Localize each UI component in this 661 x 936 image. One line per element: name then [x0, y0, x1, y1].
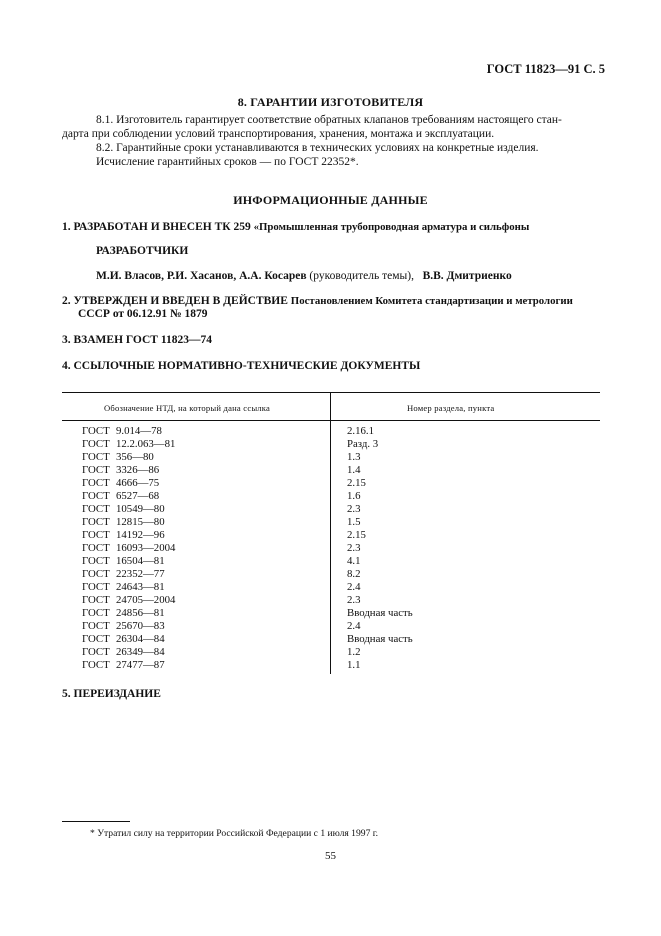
- table-row-document: [82, 607, 332, 620]
- para-8-1-line-1: 8.1. Изготовитель гарантирует соответствие обратных клапанов требованиям настоящего стан-: [96, 114, 562, 126]
- doc-number: 24856—81: [116, 607, 165, 619]
- doc-number: 10549—80: [116, 503, 165, 515]
- doc-number: 356—80: [116, 451, 154, 463]
- doc-number: 12815—80: [116, 516, 165, 528]
- table-row-section: 2.3: [347, 594, 361, 606]
- table-row-document: [82, 464, 332, 477]
- info-item-1-main: 1. РАЗРАБОТАН И ВНЕСЕН ТК 259: [62, 221, 251, 233]
- info-item-4: 4. ССЫЛОЧНЫЕ НОРМАТИВНО-ТЕХНИЧЕСКИЕ ДОКУМЕНТЫ: [62, 360, 421, 372]
- doc-number: 25670—83: [116, 620, 165, 632]
- table-row-section: 2.4: [347, 581, 361, 593]
- doc-number: 16504—81: [116, 555, 165, 567]
- doc-prefix: ГОСТ: [82, 529, 110, 541]
- doc-prefix: ГОСТ: [82, 516, 110, 528]
- doc-prefix: ГОСТ: [82, 542, 110, 554]
- doc-prefix: ГОСТ: [82, 594, 110, 606]
- table-row-document: [82, 425, 332, 438]
- table-row-section: 2.4: [347, 620, 361, 632]
- doc-number: 24705—2004: [116, 594, 176, 606]
- table-row-section: 2.16.1: [347, 425, 374, 437]
- table-row-document: [82, 490, 332, 503]
- doc-number: 4666—75: [116, 477, 160, 489]
- table-row-document: [82, 659, 332, 672]
- doc-number: 26304—84: [116, 633, 165, 645]
- developers-title: РАЗРАБОТЧИКИ: [96, 245, 189, 257]
- doc-prefix: ГОСТ: [82, 490, 110, 502]
- doc-prefix: ГОСТ: [82, 620, 110, 632]
- doc-number: 3326—86: [116, 464, 160, 476]
- table-row-document: [82, 451, 332, 464]
- table-row-document: [82, 542, 332, 555]
- doc-number: 6527—68: [116, 490, 160, 502]
- doc-number: 12.2.063—81: [116, 438, 176, 450]
- para-8-2-line-2: Исчисление гарантийных сроков — по ГОСТ 22352*.: [96, 156, 359, 168]
- table-col-2-header: Номер раздела, пункта: [407, 403, 495, 413]
- table-header-rule: [62, 420, 600, 421]
- page-number: 55: [325, 850, 336, 862]
- doc-prefix: ГОСТ: [82, 607, 110, 619]
- para-8-2-line-1: 8.2. Гарантийные сроки устанавливаются в технических условиях на конкретные изделия.: [96, 142, 539, 154]
- footnote-rule: [62, 821, 130, 822]
- para-8-1-line-2: дарта при соблюдении условий транспортирования, хранения, монтажа и эксплуатации.: [62, 128, 495, 140]
- doc-prefix: ГОСТ: [82, 464, 110, 476]
- info-item-2-sub: Постановлением Комитета стандартизации и метрологии: [290, 295, 573, 307]
- table-row-section: 4.1: [347, 555, 361, 567]
- table-col-documents: [82, 425, 332, 672]
- page-header: ГОСТ 11823—91 С. 5: [486, 62, 605, 76]
- doc-prefix: ГОСТ: [82, 477, 110, 489]
- table-row-document: [82, 594, 332, 607]
- developer-role: (руководитель темы),: [309, 270, 414, 282]
- doc-prefix: ГОСТ: [82, 425, 110, 437]
- doc-prefix: ГОСТ: [82, 555, 110, 567]
- developer-name-2: В.В. Дмитриенко: [422, 270, 512, 282]
- developers-list: [96, 270, 512, 282]
- table-row-section: 8.2: [347, 568, 361, 580]
- table-row-document: [82, 438, 332, 451]
- table-row-section: 1.3: [347, 451, 361, 463]
- table-row-document: [82, 555, 332, 568]
- doc-prefix: ГОСТ: [82, 659, 110, 671]
- table-col-sections: [347, 425, 597, 672]
- table-row-document: [82, 568, 332, 581]
- table-row-document: [82, 477, 332, 490]
- doc-number: 24643—81: [116, 581, 165, 593]
- table-row-document: [82, 581, 332, 594]
- doc-number: 16093—2004: [116, 542, 176, 554]
- developer-names: М.И. Власов, Р.И. Хасанов, А.А. Косарев: [96, 270, 307, 282]
- footnote: * Утратил силу на территории Российской Федерации с 1 июля 1997 г.: [90, 828, 379, 839]
- info-title: ИНФОРМАЦИОННЫЕ ДАННЫЕ: [233, 193, 428, 207]
- doc-prefix: ГОСТ: [82, 451, 110, 463]
- doc-number: 22352—77: [116, 568, 165, 580]
- doc-number: 26349—84: [116, 646, 165, 658]
- table-row-section: 1.1: [347, 659, 361, 671]
- table-col-1-header: Обозначение НТД, на который дана ссылка: [104, 403, 271, 413]
- info-item-2-continuation: СССР от 06.12.91 № 1879: [78, 308, 208, 320]
- table-row-section: 1.6: [347, 490, 361, 502]
- table-top-rule: [62, 392, 600, 393]
- section-8-title: 8. ГАРАНТИИ ИЗГОТОВИТЕЛЯ: [237, 95, 424, 109]
- table-row-section: Разд. 3: [347, 438, 379, 450]
- table-row-section: Вводная часть: [347, 607, 413, 619]
- table-row-section: 2.15: [347, 477, 366, 489]
- table-row-document: [82, 646, 332, 659]
- table-row-section: 1.5: [347, 516, 361, 528]
- table-row-section: Вводная часть: [347, 633, 413, 645]
- table-row-document: [82, 620, 332, 633]
- info-item-5: 5. ПЕРЕИЗДАНИЕ: [62, 688, 161, 700]
- table-row-document: [82, 503, 332, 516]
- info-item-3: 3. ВЗАМЕН ГОСТ 11823—74: [62, 334, 212, 346]
- info-item-1: [62, 221, 529, 233]
- doc-number: 14192—96: [116, 529, 165, 541]
- table-row-document: [82, 633, 332, 646]
- info-item-2-main: 2. УТВЕРЖДЕН И ВВЕДЕН В ДЕЙСТВИЕ: [62, 295, 288, 307]
- doc-number: 9.014—78: [116, 425, 162, 437]
- table-row-section: 1.2: [347, 646, 361, 658]
- doc-prefix: ГОСТ: [82, 568, 110, 580]
- doc-number: 27477—87: [116, 659, 165, 671]
- doc-prefix: ГОСТ: [82, 633, 110, 645]
- info-item-1-sub: «Промышленная трубопроводная арматура и сильфоны: [253, 221, 530, 233]
- table-row-section: 1.4: [347, 464, 361, 476]
- table-row-document: [82, 529, 332, 542]
- table-row-section: 2.15: [347, 529, 366, 541]
- doc-prefix: ГОСТ: [82, 581, 110, 593]
- table-row-section: 2.3: [347, 503, 361, 515]
- doc-prefix: ГОСТ: [82, 646, 110, 658]
- doc-prefix: ГОСТ: [82, 503, 110, 515]
- table-row-document: [82, 516, 332, 529]
- info-item-2: [62, 295, 573, 307]
- doc-prefix: ГОСТ: [82, 438, 110, 450]
- table-row-section: 2.3: [347, 542, 361, 554]
